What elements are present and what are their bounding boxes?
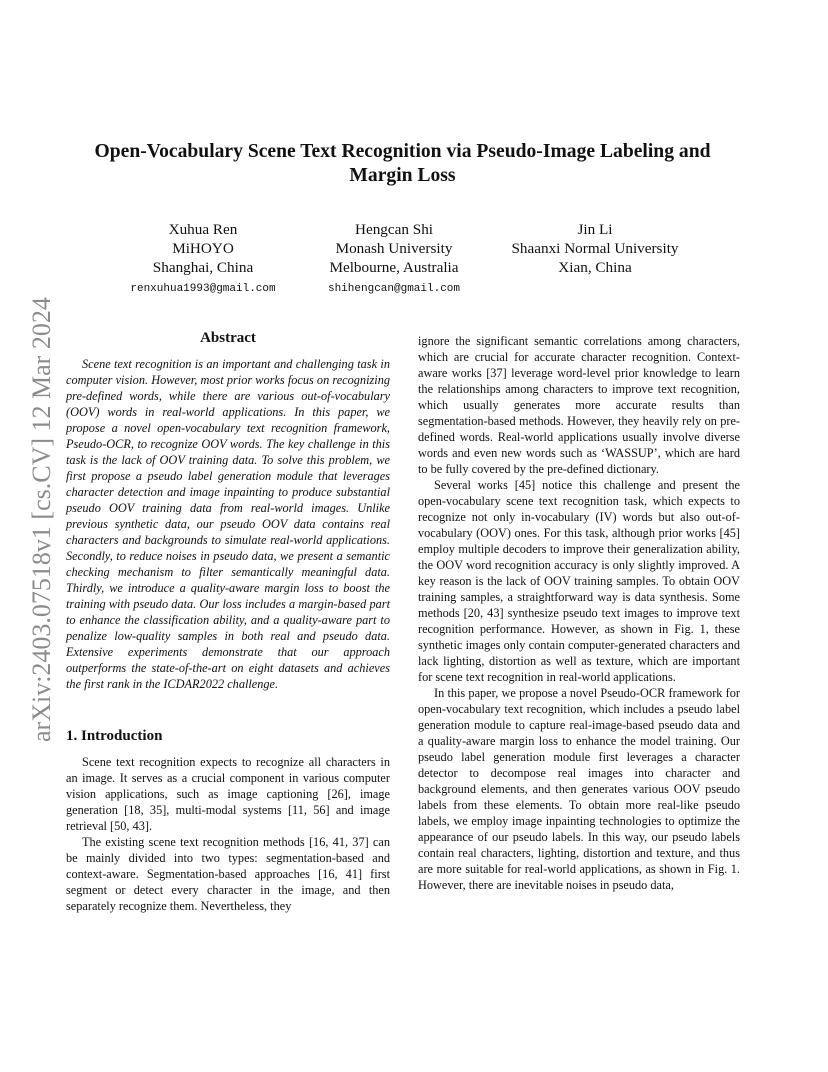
abstract-heading: Abstract: [200, 330, 256, 346]
introduction-heading: 1. Introduction: [66, 728, 163, 744]
author-block-1: [118, 220, 288, 299]
abstract-text: Scene text recognition is an important and challenging task in computer vision. However, most prior works focus on recognizing pre-defined words, while there are various out-of-vocabulary (OOV) words in real-world applications. In this paper, we propose a novel open-vocabulary text recognition framework, Pseudo-OCR, to recognize OOV words. The key challenge in this task is the lack of OOV training data. To solve this problem, we first propose a pseudo label generation module that leverages character detection and image inpainting to produce substantial pseudo OOV training data from real-world images. Unlike previous synthetic data, our pseudo OOV data contains real characters and backgrounds to simulate real-world applications. Secondly, to reduce noises in pseudo data, we present a semantic checking mechanism to filter semantically meaningful data. Thirdly, we introduce a quality-aware margin loss to boost the training with pseudo data. Our loss includes a margin-based part to enhance the classification ability, and a quality-aware part to penalize low-quality samples in both real and pseudo data. Extensive experiments demonstrate that our approach outperforms the state-of-the-art on eight datasets and achieves the first rank in the ICDAR2022 challenge.: [66, 357, 390, 691]
author-affiliation: Shaanxi Normal University: [511, 240, 679, 257]
right-paragraph-1: ignore the significant semantic correlations among characters, which are crucial for accurate character recognition. Context-aware works [37] leverage word-level prior knowledge to learn the relationships among characters to improve text recognition, which usually generates more accurate results than segmentation-based methods. However, they heavily rely on pre-defined words. Real-world applications usually involve diverse words and even new words such as ‘WASSUP’, which are hard to be fully covered by the pre-defined dictionary.: [418, 334, 740, 476]
author-name: Xuhua Ren: [168, 221, 238, 238]
author-location: Shanghai, China: [152, 259, 254, 276]
right-paragraph-2: Several works [45] notice this challenge and present the open-vocabulary scene text recognition task, which expects to recognize not only in-vocabulary (IV) words but also out-of-vocabulary (OOV) ones. For this task, although prior works [45] employ multiple decoders to improve their generalization ability, the OOV word recognition accuracy is only slightly improved. A key reason is the lack of OOV training samples. To obtain OOV training samples, a straightforward way is data synthesis. Some methods [20, 43] synthesize pseudo text images to improve text recognition performance. However, as shown in Fig. 1, these synthetic images only contain computer-generated characters and lack lighting, distortion as well as texture, which are important for scene text recognition in real-world applications.: [418, 478, 740, 684]
left-column: [66, 330, 390, 914]
author-affiliation: MiHOYO: [172, 240, 234, 257]
author-location: Melbourne, Australia: [329, 259, 459, 276]
author-email: renxuhua1993@gmail.com: [130, 283, 276, 295]
right-column: [418, 333, 740, 893]
author-affiliation: Monash University: [335, 240, 453, 257]
author-name: Jin Li: [577, 221, 613, 238]
author-email: shihengcan@gmail.com: [327, 283, 461, 295]
author-block-2: [309, 220, 479, 299]
author-name: Hengcan Shi: [354, 221, 434, 238]
arxiv-identifier-stamp: arXiv:2403.07518v1 [cs.CV] 12 Mar 2024: [27, 297, 56, 742]
author-location: Xian, China: [558, 259, 632, 276]
intro-paragraph-2: The existing scene text recognition methods [16, 41, 37] can be mainly divided into two types: segmentation-based and context-aware. Segmentation-based approaches [16, 41] first segment or detect every character in the image, and then separately recognize them. Nevertheless, they: [66, 835, 390, 913]
author-block-3: [500, 220, 690, 277]
paper-title: Open-Vocabulary Scene Text Recognition via Pseudo-Image Labeling and Margin Loss: [94, 141, 711, 186]
right-paragraph-3: In this paper, we propose a novel Pseudo-OCR framework for open-vocabulary text recognition, which includes a pseudo label generation module to capture real-image-based pseudo data and a quality-aware margin loss to enhance the model training. Our pseudo label generation module first leverages a character detector to decompose real images into character and background elements, and then generates various OOV pseudo labels from these elements. To obtain more real-like pseudo labels, we employ image inpainting technologies to optimize the appearance of our pseudo labels. In this way, our pseudo labels contain real characters, lighting, distortion and texture, and thus are more suitable for real-world applications, as shown in Fig. 1. However, there are inevitable noises in pseudo data,: [418, 686, 740, 892]
intro-paragraph-1: Scene text recognition expects to recognize all characters in an image. It serves as a crucial component in various computer vision applications, such as image captioning [26], image generation [18, 35], multi-modal systems [11, 56] and image retrieval [50, 43].: [66, 755, 390, 833]
